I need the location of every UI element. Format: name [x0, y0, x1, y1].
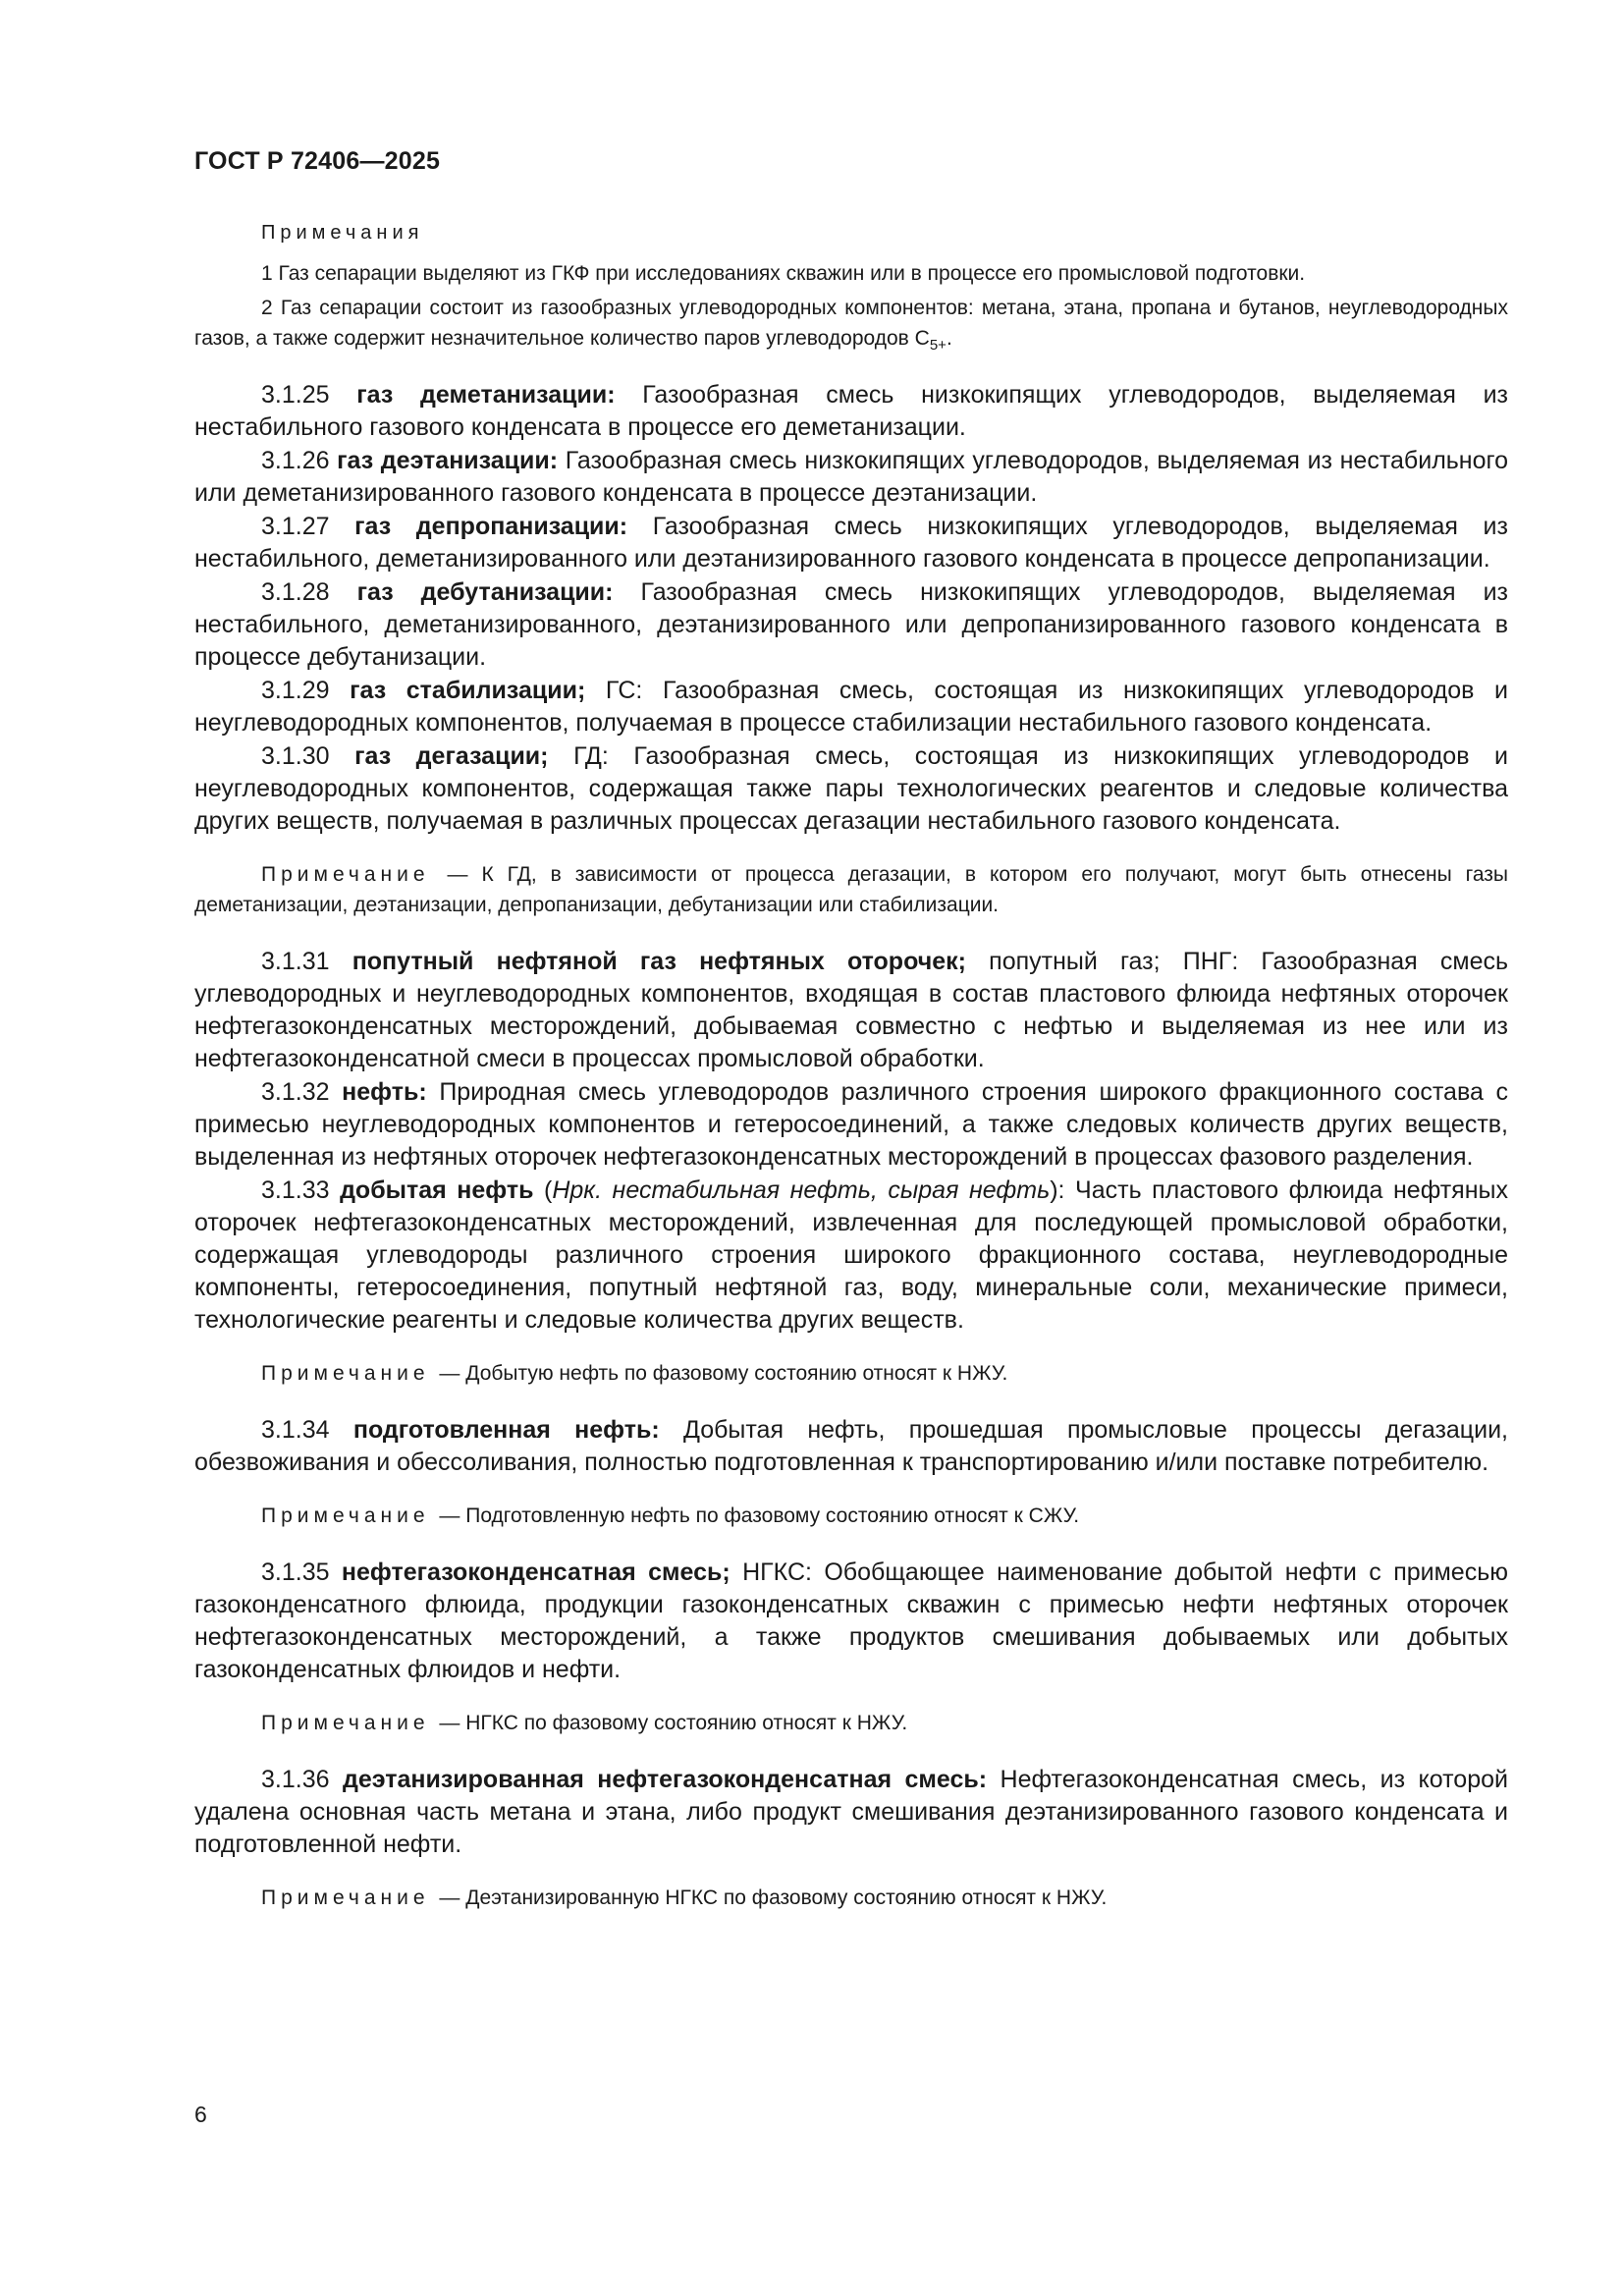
non-recommended-terms: Нрк. нестабильная нефть, сырая нефть — [552, 1176, 1051, 1204]
note-after-3-1-35: Примечание — НГКС по фазовому состоянию относят к НЖУ. — [261, 1712, 908, 1734]
term-3-1-33: 3.1.33 добытая нефть (Нрк. нестабильная нефть, сырая нефть): Часть пластового флюида нефтяных оторочек нефтегазоконденсатных месторождений, извлеченная для последующей промысловой обработки, содержащая углеводороды различного строения широкого фракционного состава, неуглеводородные компоненты, гетеросоединения, попутный нефтяной газ, воду, минеральные соли, механические примеси, технологические реагенты и следовые количества других веществ. — [194, 1176, 1508, 1334]
term-3-1-26: 3.1.26 газ деэтанизации: Газообразная смесь низкокипящих углеводородов, выделяемая из нестабильного или деметанизированного газового конденсата в процессе деэтанизации. — [194, 447, 1508, 507]
note-label: Примечание — [261, 1712, 430, 1734]
subscript-c5: 5+ — [929, 337, 947, 354]
note-item-1: 1 Газ сепарации выделяют из ГКФ при исследованиях скважин или в процессе его промысловой подготовки. — [261, 262, 1306, 285]
note-label: Примечание — [261, 1886, 430, 1909]
note-after-3-1-34: Примечание — Подготовленную нефть по фазовому состоянию относят к СЖУ. — [261, 1504, 1080, 1527]
note-label: Примечание — [261, 863, 430, 886]
term-3-1-29: 3.1.29 газ стабилизации; ГС: Газообразная смесь, состоящая из низкокипящих углеводородов и неуглеводородных компонентов, получаемая в процессе стабилизации нестабильного газового конденсата. — [194, 677, 1508, 737]
term-3-1-35: 3.1.35 нефтегазоконденсатная смесь; НГКС: Обобщающее наименование добытой нефти с примесью газоконденсатного флюида, продукции газоконденсатных скважин с примесью нефти нефтяных оторочек нефтегазоконденсатных месторождений, а также продуктов смешивания добываемых или добытых газоконденсатных флюидов и нефти. — [194, 1558, 1508, 1683]
note-after-3-1-36: Примечание — Деэтанизированную НГКС по фазовому состоянию относят к НЖУ. — [261, 1886, 1108, 1909]
term-name: газ дебутанизации: — [356, 578, 614, 606]
term-name: газ депропанизации: — [354, 513, 628, 540]
term-name: газ дегазации; — [354, 742, 549, 770]
note-after-3-1-33: Примечание — Добытую нефть по фазовому состоянию относят к НЖУ. — [261, 1362, 1008, 1385]
term-3-1-32: 3.1.32 нефть: Природная смесь углеводородов различного строения широкого фракционного состава с примесью неуглеводородных компонентов и гетеросоединений, а также следовых количеств других веществ, выделенная из нефтяных оторочек нефтегазоконденсатных месторождений в процессах фазового разделения. — [194, 1078, 1508, 1171]
term-3-1-28: 3.1.28 газ дебутанизации: Газообразная смесь низкокипящих углеводородов, выделяемая из нестабильного, деметанизированного, деэтанизированного или депропанизированного газового конденсата в процессе дебутанизации. — [194, 578, 1508, 671]
term-3-1-30: 3.1.30 газ дегазации; ГД: Газообразная смесь, состоящая из низкокипящих углеводородов и неуглеводородных компонентов, содержащая также пары технологических реагентов и следовые количества других веществ, получаемая в различных процессах дегазации нестабильного газового конденсата. — [194, 742, 1509, 835]
term-name: нефтегазоконденсатная смесь; — [341, 1558, 730, 1586]
term-3-1-34: 3.1.34 подготовленная нефть: Добытая нефть, прошедшая промысловые процессы дегазации, обезвоживания и обессоливания, полностью подготовленная к транспортированию и/или поставке потребителю. — [194, 1416, 1509, 1476]
page-content — [194, 222, 1508, 1939]
note-label: Примечание — [261, 1504, 430, 1527]
term-name: нефть: — [342, 1078, 427, 1106]
term-3-1-31: 3.1.31 попутный нефтяной газ нефтяных оторочек; попутный газ; ПНГ: Газообразная смесь углеводородных и неуглеводородных компонентов, входящая в состав пластового флюида нефтяных оторочек нефтегазоконденсатных месторождений, добываемая совместно с нефтью и выделяемая из нее или из нефтегазоконденсатной смеси в процессах промысловой обработки. — [194, 948, 1509, 1072]
note-after-3-1-30: Примечание — К ГД, в зависимости от процесса дегазации, в котором его получают, могут быть отнесены газы деметанизации, деэтанизации, депропанизации, дебутанизации или стабилизации. — [194, 863, 1508, 916]
term-name: газ деметанизации: — [356, 381, 616, 409]
notes-title: Примечания — [261, 222, 424, 244]
term-3-1-25: 3.1.25 газ деметанизации: Газообразная смесь низкокипящих углеводородов, выделяемая из нестабильного газового конденсата в процессе его деметанизации. — [194, 381, 1508, 441]
notes-top — [194, 222, 1508, 354]
term-name: добытая нефть — [340, 1176, 534, 1204]
note-item-2: 2 Газ сепарации состоит из газообразных углеводородных компонентов: метана, этана, пропана и бутанов, неуглеводородных газов, а также содержит незначительное количество паров углеводородов $С_{5+}$. — [194, 297, 1508, 354]
note-label: Примечание — [261, 1362, 430, 1385]
page-number: 6 — [194, 2102, 207, 2127]
term-name: газ деэтанизации: — [337, 447, 559, 474]
term-3-1-36: 3.1.36 деэтанизированная нефтегазоконденсатная смесь: Нефтегазоконденсатная смесь, из которой удалена основная часть метана и этана, либо продукт смешивания деэтанизированного газового конденсата и подготовленной нефти. — [194, 1766, 1508, 1858]
term-3-1-27: 3.1.27 газ депропанизации: Газообразная смесь низкокипящих углеводородов, выделяемая из нестабильного, деметанизированного или деэтанизированного газового конденсата в процессе депропанизации. — [194, 513, 1508, 573]
term-name: подготовленная нефть: — [352, 1416, 660, 1444]
term-name: попутный нефтяной газ нефтяных оторочек; — [352, 948, 966, 975]
term-name: газ стабилизации; — [350, 677, 586, 704]
document-code: ГОСТ Р 72406—2025 — [194, 147, 441, 175]
term-name: деэтанизированная нефтегазоконденсатная смесь: — [342, 1766, 988, 1793]
